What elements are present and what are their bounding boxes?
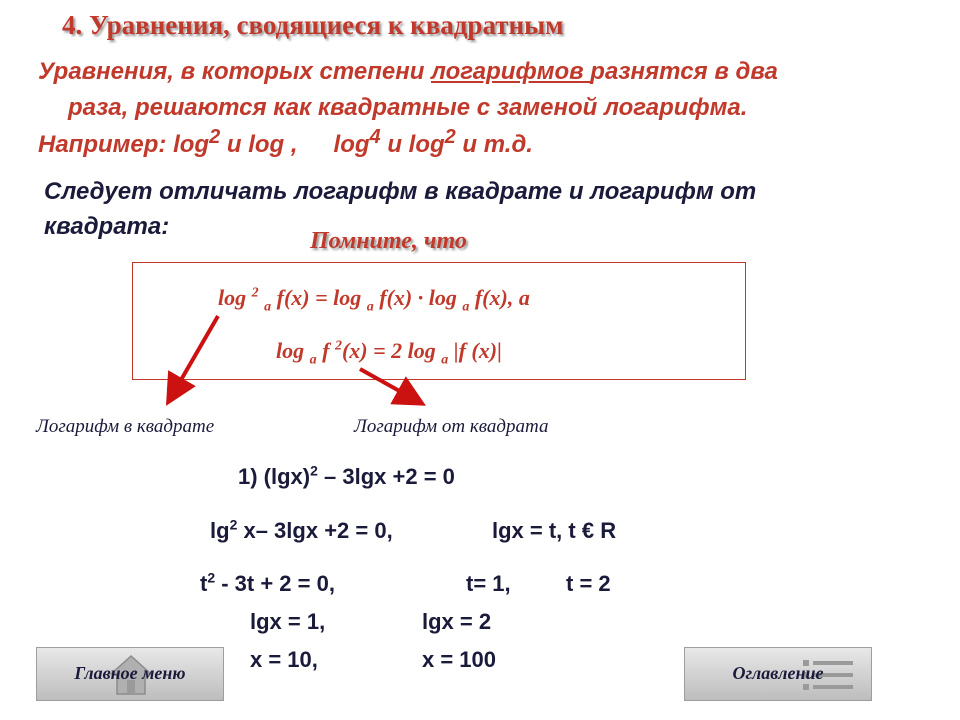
eq2-part-a: lg	[210, 518, 230, 543]
f1-part-a: log	[218, 285, 252, 310]
eq1-part-a: 1) (lgx)	[238, 464, 311, 489]
equation-2	[210, 518, 393, 544]
example-sup-3: 2	[444, 126, 456, 148]
root-1: t= 1,	[466, 571, 511, 596]
f2-part-a: log	[276, 338, 310, 363]
example-prefix: Например: log	[38, 131, 210, 158]
f2-part-d: |f (x)|	[448, 338, 502, 363]
distinguish-line-2: квадрата:	[44, 213, 170, 240]
arrow-to-log-of-square	[360, 369, 412, 398]
intro-line-2: раза, решаются как квадратные с заменой логарифма.	[68, 94, 748, 121]
main-menu-label: Главное меню	[74, 663, 186, 683]
example-sup-1: 2	[209, 126, 221, 148]
f1-sub-2: a	[366, 299, 374, 315]
equation-4-left: lgx = 1,	[250, 609, 326, 634]
f2-part-b: f	[316, 338, 335, 363]
eq2-part-b: x– 3lgx +2 = 0,	[237, 518, 393, 543]
f2-sub-1: a	[309, 352, 317, 368]
f2-sup: 2	[334, 338, 342, 354]
equation-4-right: lgx = 2	[422, 609, 492, 634]
intro-line-1-pre: Уравнения, в которых степени	[38, 58, 432, 85]
f1-part-d: f(x), а	[469, 285, 530, 310]
example-sup-2: 4	[369, 126, 381, 148]
equation-3	[200, 571, 335, 597]
eq3-part-a: t	[200, 571, 208, 596]
eq1-part-b: – 3lgx +2 = 0	[317, 464, 455, 489]
f1-sup: 2	[251, 285, 259, 301]
f1-part-c: f(x) · log	[373, 285, 463, 310]
caption-log-of-square: Логарифм от квадрата	[354, 416, 549, 437]
f1-sub-3: a	[462, 299, 470, 315]
eq1-sup: 2	[310, 462, 318, 479]
equation-2-substitution: lgx = t, t € R	[492, 518, 617, 543]
equation-1	[238, 464, 455, 490]
answer-1: x = 10,	[250, 647, 318, 672]
example-end: и т.д.	[455, 131, 533, 158]
f2-part-c: (x) = 2 log	[341, 338, 442, 363]
main-menu-button[interactable]	[36, 647, 224, 701]
f1-sub-1: a	[264, 299, 272, 315]
example-mid-2: и log	[380, 131, 445, 158]
root-2: t = 2	[566, 571, 611, 596]
slide-title: 4. Уравнения, сводящиеся к квадратным	[62, 10, 564, 40]
f2-sub-2: a	[441, 352, 449, 368]
f1-part-b: f(x) = log	[271, 285, 367, 310]
eq3-sup: 2	[207, 569, 216, 586]
contents-label: Оглавление	[732, 663, 824, 683]
remember-heading: Помните, что	[310, 228, 467, 254]
example-mid-1: и log ,	[220, 131, 298, 158]
eq3-part-b: - 3t + 2 = 0,	[215, 571, 335, 596]
example-log4: log	[333, 131, 370, 158]
intro-line-1-post: разнятся в два	[590, 58, 778, 85]
caption-log-squared: Логарифм в квадрате	[36, 416, 215, 437]
distinguish-line-1: Следует отличать логарифм в квадрате и логарифм от	[44, 178, 757, 205]
answer-2: x = 100	[422, 647, 497, 672]
contents-button[interactable]	[684, 647, 872, 701]
eq2-sup: 2	[229, 516, 238, 533]
arrow-to-log-squared	[174, 316, 218, 392]
logarithms-underlined: логарифмов	[431, 58, 591, 85]
